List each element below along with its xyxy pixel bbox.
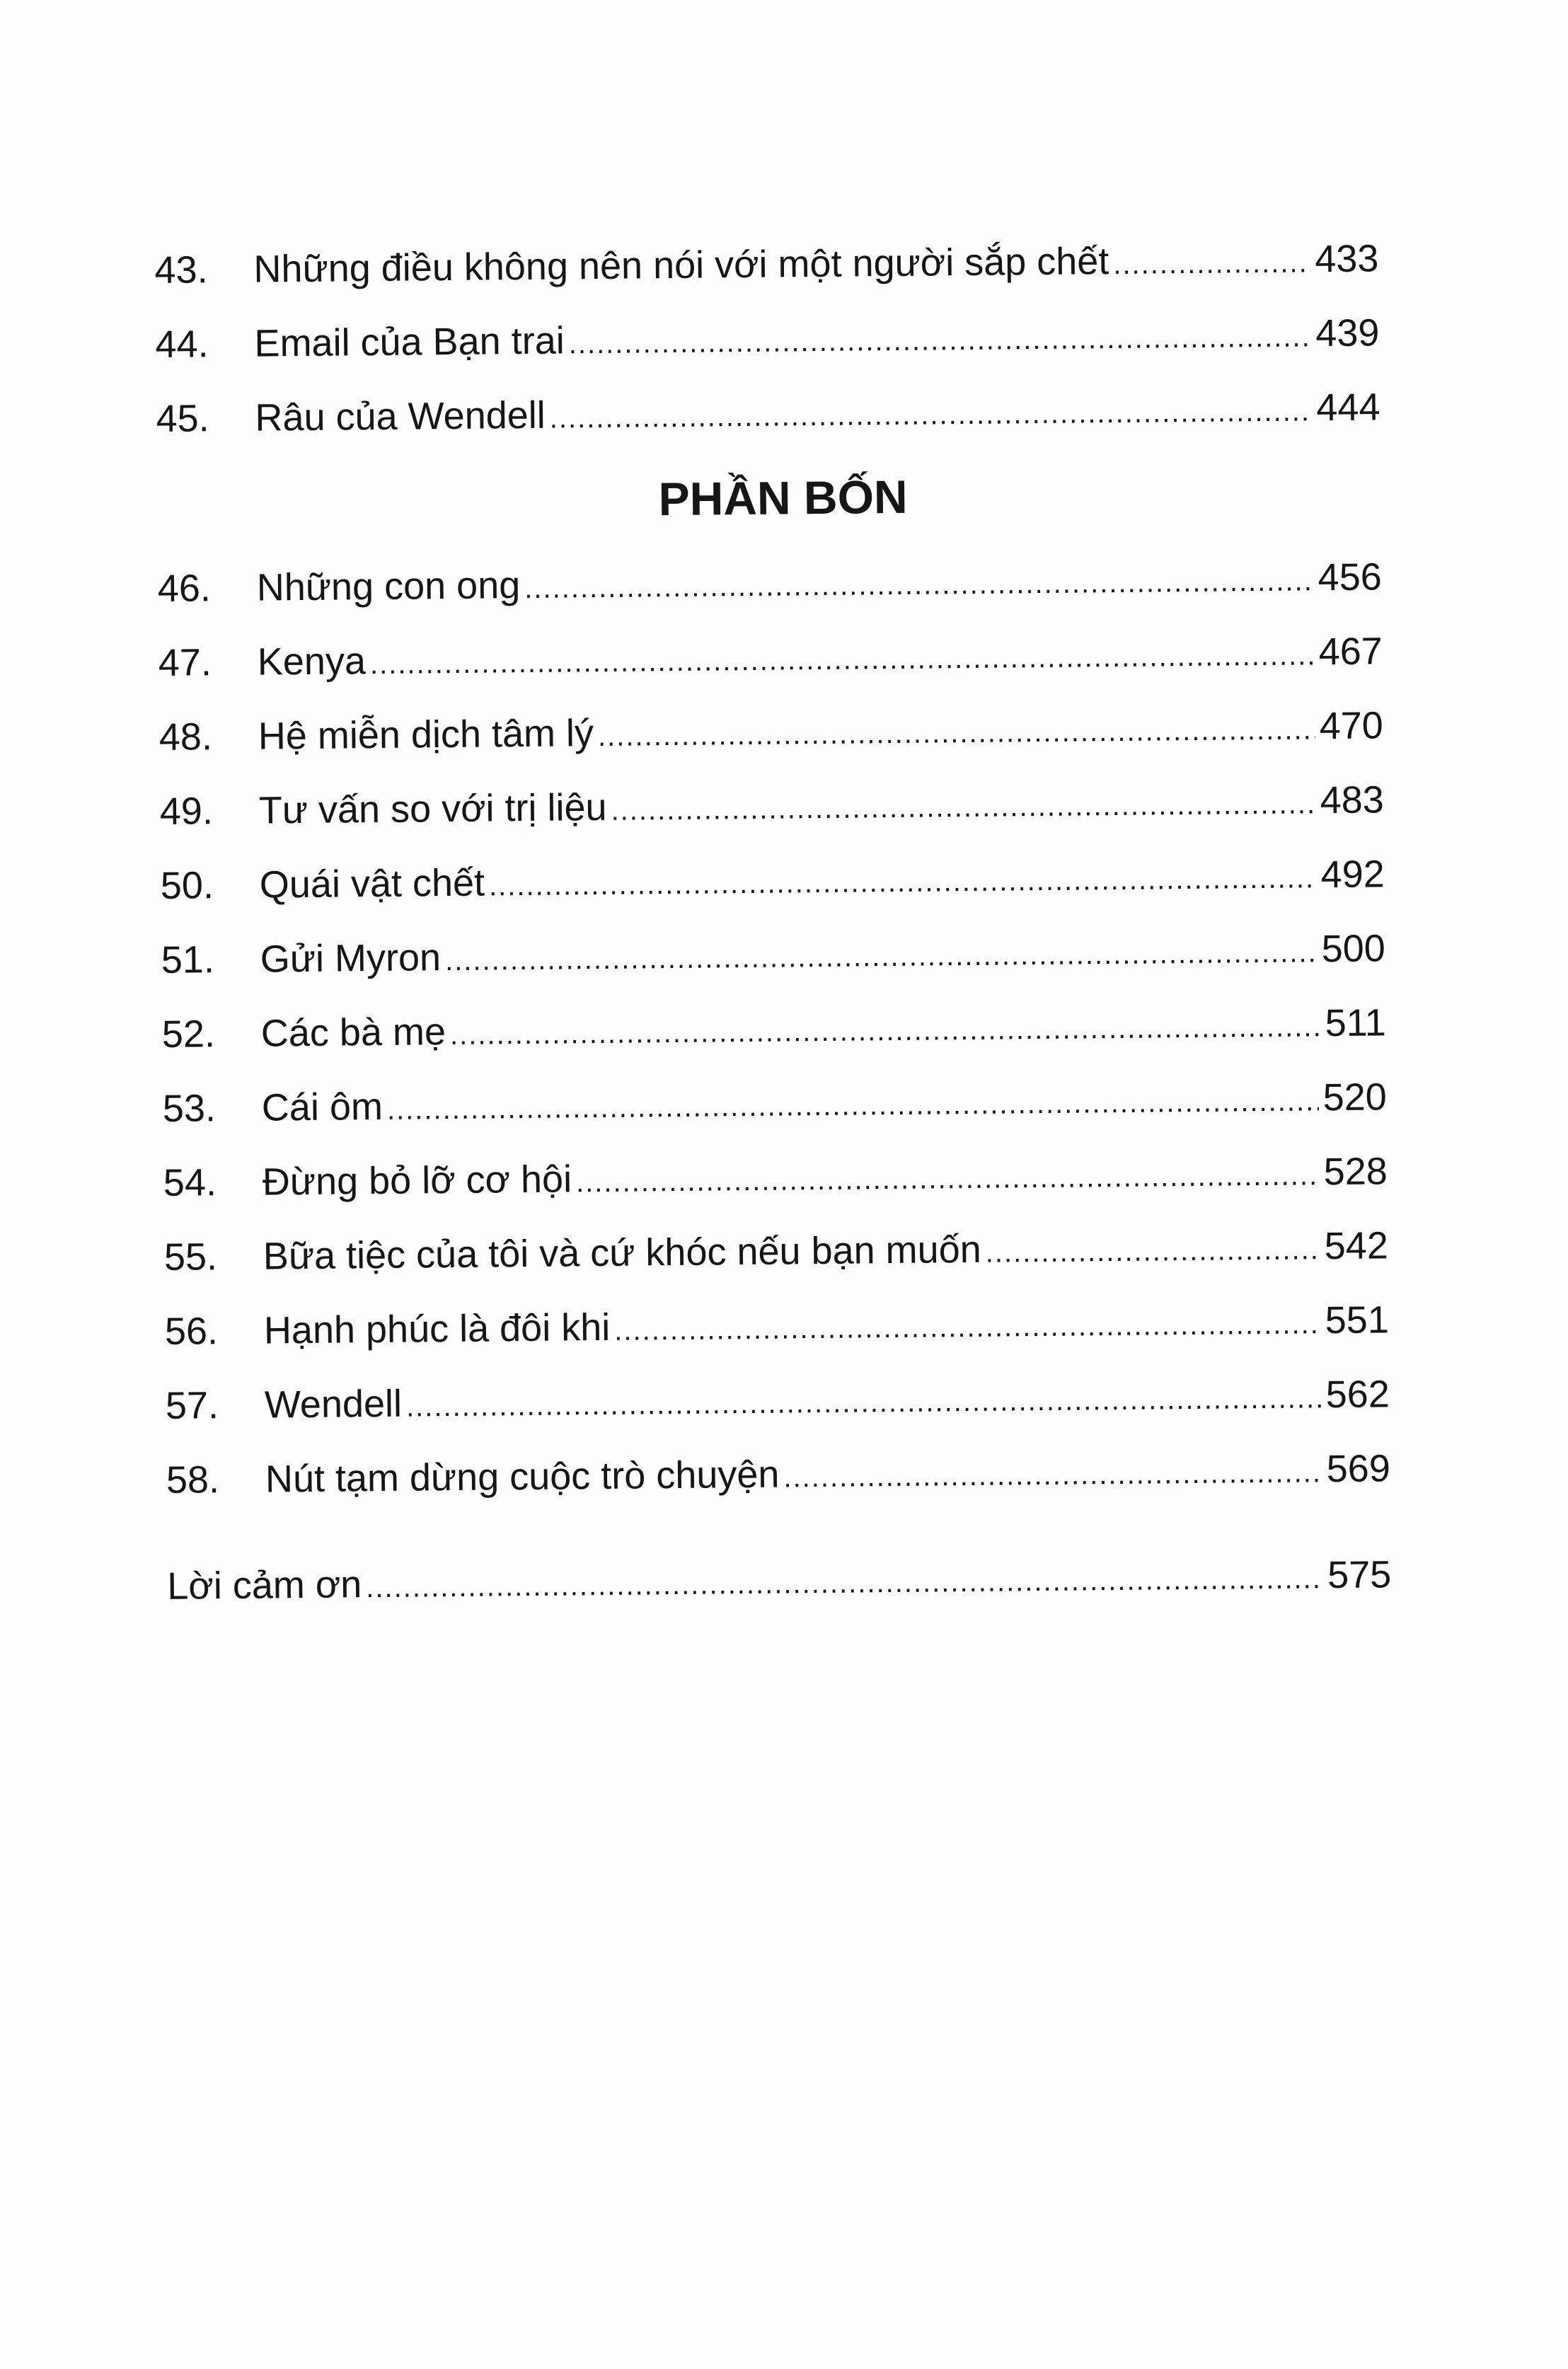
entry-title: Hạnh phúc là đôi khi xyxy=(263,1305,611,1352)
toc-entry[interactable] xyxy=(154,221,1379,308)
toc-entry[interactable] xyxy=(155,296,1380,382)
toc-entry[interactable] xyxy=(156,370,1380,456)
entry-title: Tư vấn so với trị liệu xyxy=(258,785,607,832)
entry-number: 51. xyxy=(161,938,215,981)
entry-title: Lời cảm ơn xyxy=(167,1563,362,1608)
entry-page: 542 xyxy=(1324,1224,1389,1268)
entry-page: 444 xyxy=(1316,386,1380,430)
entry-number: 46. xyxy=(157,567,212,610)
entry-page: 551 xyxy=(1325,1298,1390,1342)
toc-entry[interactable] xyxy=(163,1134,1388,1221)
entry-title: Những con ong xyxy=(256,564,521,609)
entry-number: 58. xyxy=(166,1458,220,1501)
entry-title: Wendell xyxy=(264,1382,403,1426)
entry-number: 53. xyxy=(162,1087,217,1130)
entry-page: 562 xyxy=(1325,1373,1390,1417)
leader-dots xyxy=(450,990,1322,1073)
leader-dots xyxy=(386,1064,1319,1148)
leader-dots xyxy=(598,693,1316,774)
entry-page: 492 xyxy=(1320,853,1385,897)
entry-page: 500 xyxy=(1321,927,1386,971)
entry-title: Hệ miễn dịch tâm lý xyxy=(258,712,594,758)
entry-number: 45. xyxy=(156,397,209,440)
leader-dots xyxy=(611,767,1316,848)
entry-title: Gửi Myron xyxy=(260,936,442,981)
toc-entry[interactable] xyxy=(164,1283,1389,1369)
leader-dots xyxy=(614,1287,1322,1368)
entry-number: 47. xyxy=(158,641,212,684)
leader-dots xyxy=(406,1361,1322,1444)
toc-entry[interactable] xyxy=(166,1431,1390,1518)
entry-number: 55. xyxy=(163,1235,218,1279)
entry-page: 470 xyxy=(1319,704,1384,748)
entry-number: 49. xyxy=(159,790,214,833)
entry-title: Cái ôm xyxy=(261,1085,384,1129)
entry-title: Email của Bạn trai xyxy=(254,319,565,365)
toc-entry-acknowledgements[interactable] xyxy=(167,1538,1392,1624)
toc-entry[interactable] xyxy=(161,911,1385,998)
toc-entry[interactable] xyxy=(163,1209,1388,1295)
entry-page: 456 xyxy=(1318,555,1383,599)
entry-page: 575 xyxy=(1327,1553,1392,1597)
entry-number: 50. xyxy=(160,864,214,907)
toc-entry[interactable] xyxy=(162,1060,1387,1146)
entry-title: Những điều không nên nói với một người sắp chết xyxy=(253,240,1109,291)
leader-dots xyxy=(524,544,1314,626)
toc-entry[interactable] xyxy=(157,540,1382,626)
entry-title: Bữa tiệc của tôi và cứ khóc nếu bạn muốn xyxy=(263,1228,981,1278)
entry-number: 52. xyxy=(161,1013,216,1056)
leader-dots xyxy=(549,374,1313,456)
part-heading: PHẦN BỐN xyxy=(658,470,908,526)
leader-dots xyxy=(568,300,1312,381)
entry-page: 439 xyxy=(1315,311,1380,355)
entry-title: Kenya xyxy=(257,640,367,684)
leader-dots xyxy=(985,1213,1320,1291)
entry-number: 57. xyxy=(165,1384,219,1427)
leader-dots xyxy=(369,618,1315,702)
entry-page: 520 xyxy=(1322,1076,1388,1119)
entry-title: Râu của Wendell xyxy=(255,393,546,439)
entry-title: Đừng bỏ lỡ cơ hội xyxy=(262,1158,572,1204)
toc-section-part-four xyxy=(157,540,1390,1518)
toc-entry[interactable] xyxy=(160,837,1385,923)
leader-dots xyxy=(366,1542,1324,1625)
entry-page: 569 xyxy=(1326,1447,1391,1491)
toc-section-part-three-end xyxy=(154,221,1380,456)
entry-number: 54. xyxy=(163,1161,217,1204)
entry-number: 48. xyxy=(158,715,213,759)
toc-entry[interactable] xyxy=(159,763,1384,849)
leader-dots xyxy=(489,841,1318,923)
leader-dots xyxy=(576,1139,1320,1220)
entry-title: Các bà mẹ xyxy=(260,1010,446,1055)
leader-dots xyxy=(445,916,1318,998)
entry-number: 56. xyxy=(164,1310,219,1353)
toc-entry[interactable] xyxy=(165,1357,1390,1443)
entry-title: Nút tạm dừng cuộc trò chuyện xyxy=(265,1453,780,1501)
table-of-contents xyxy=(154,221,1392,1624)
entry-page: 528 xyxy=(1323,1150,1388,1194)
toc-entry[interactable] xyxy=(158,688,1383,775)
entry-page: 511 xyxy=(1325,1001,1387,1045)
toc-entry[interactable] xyxy=(161,986,1386,1072)
toc-entry[interactable] xyxy=(158,614,1383,701)
entry-page: 467 xyxy=(1318,630,1383,674)
leader-dots xyxy=(783,1436,1322,1515)
entry-page: 433 xyxy=(1315,237,1379,281)
leader-dots xyxy=(1113,226,1311,302)
entry-number: 44. xyxy=(155,323,209,366)
entry-page: 483 xyxy=(1320,778,1385,822)
entry-number: 43. xyxy=(154,248,208,292)
entry-title: Quái vật chết xyxy=(259,861,485,906)
